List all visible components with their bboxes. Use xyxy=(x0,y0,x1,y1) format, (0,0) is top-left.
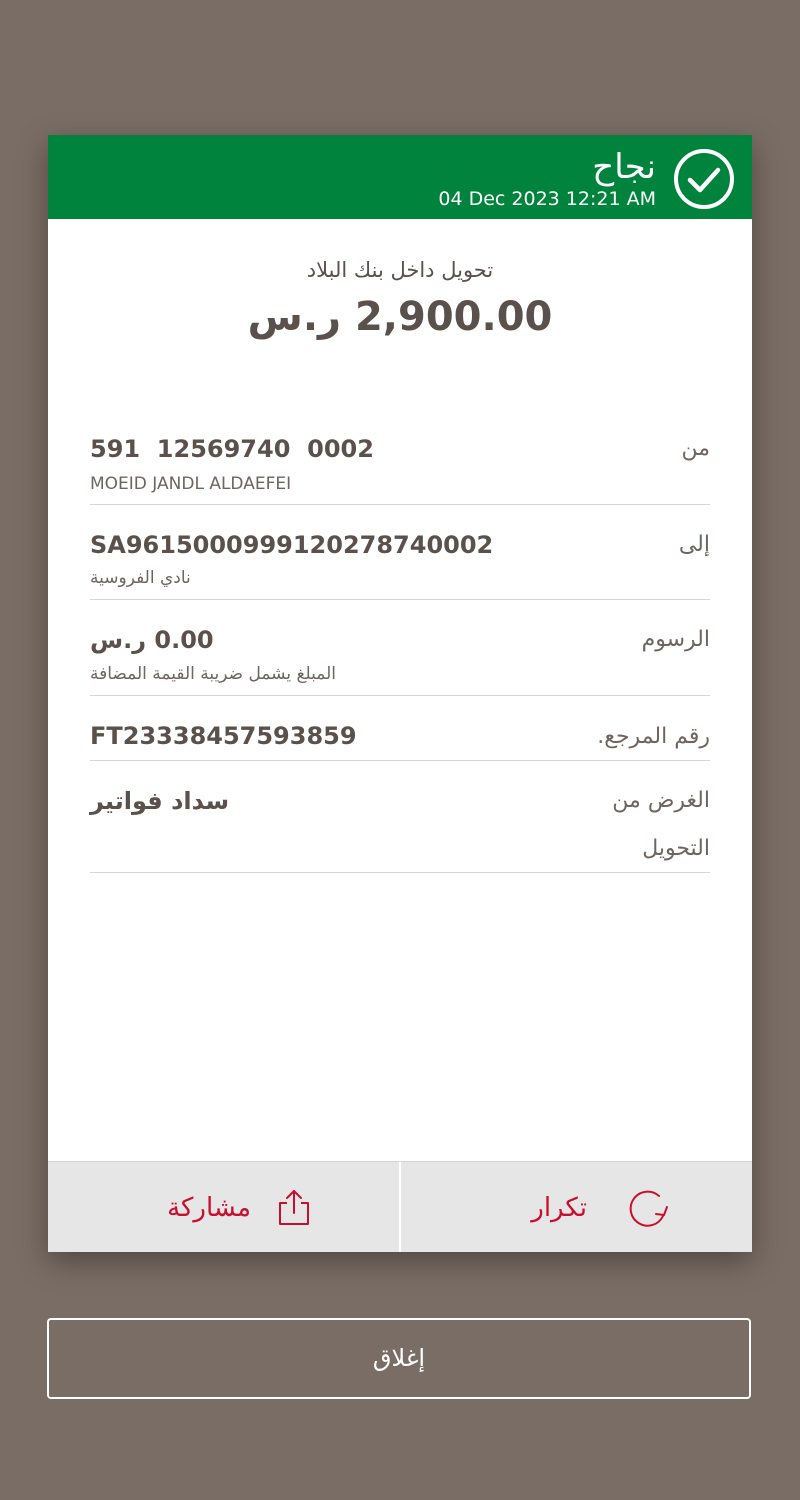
reference-number: FT23338457593859 xyxy=(90,722,357,750)
detail-row-purpose xyxy=(90,761,710,873)
transfer-type: تحويل داخل بنك البلاد xyxy=(306,258,494,282)
status-title: نجاح xyxy=(592,147,656,187)
from-account-number: 591 12569740 0002 xyxy=(90,435,374,463)
fees-label: الرسوم xyxy=(641,627,710,652)
success-header xyxy=(48,135,752,219)
reference-label: رقم المرجع. xyxy=(597,724,710,749)
share-button[interactable] xyxy=(48,1162,399,1252)
from-label: من xyxy=(681,436,710,461)
check-circle-icon xyxy=(672,147,736,211)
repeat-button[interactable] xyxy=(401,1162,752,1252)
purpose-label-line2: التحويل xyxy=(642,836,710,861)
from-account-name: MOEID JANDL ALDAEFEI xyxy=(90,474,292,494)
transaction-receipt-card xyxy=(48,135,752,1251)
share-label: مشاركة xyxy=(167,1193,251,1223)
repeat-label: تكرار xyxy=(531,1193,587,1223)
to-label: إلى xyxy=(678,532,710,557)
to-iban: SA9615000999120278740002 xyxy=(90,531,494,559)
detail-row-to xyxy=(90,505,710,600)
purpose-label-line1: الغرض من xyxy=(612,788,710,813)
vat-note: المبلغ يشمل ضريبة القيمة المضافة xyxy=(90,664,337,684)
close-button[interactable]: إغلاق xyxy=(47,1318,751,1399)
transfer-amount: 2,900.00 ر.س xyxy=(247,294,553,340)
purpose-value: سداد فواتير xyxy=(90,787,230,815)
detail-row-reference xyxy=(90,696,710,761)
detail-row-fees xyxy=(90,600,710,696)
fees-value: 0.00 ر.س xyxy=(90,626,214,654)
transaction-datetime: 04 Dec 2023 12:21 AM xyxy=(438,188,656,210)
action-bar xyxy=(48,1161,752,1252)
repeat-icon xyxy=(623,1182,673,1232)
share-icon xyxy=(274,1187,314,1227)
detail-row-from xyxy=(90,425,710,505)
to-beneficiary-name: نادي الفروسية xyxy=(90,568,191,588)
